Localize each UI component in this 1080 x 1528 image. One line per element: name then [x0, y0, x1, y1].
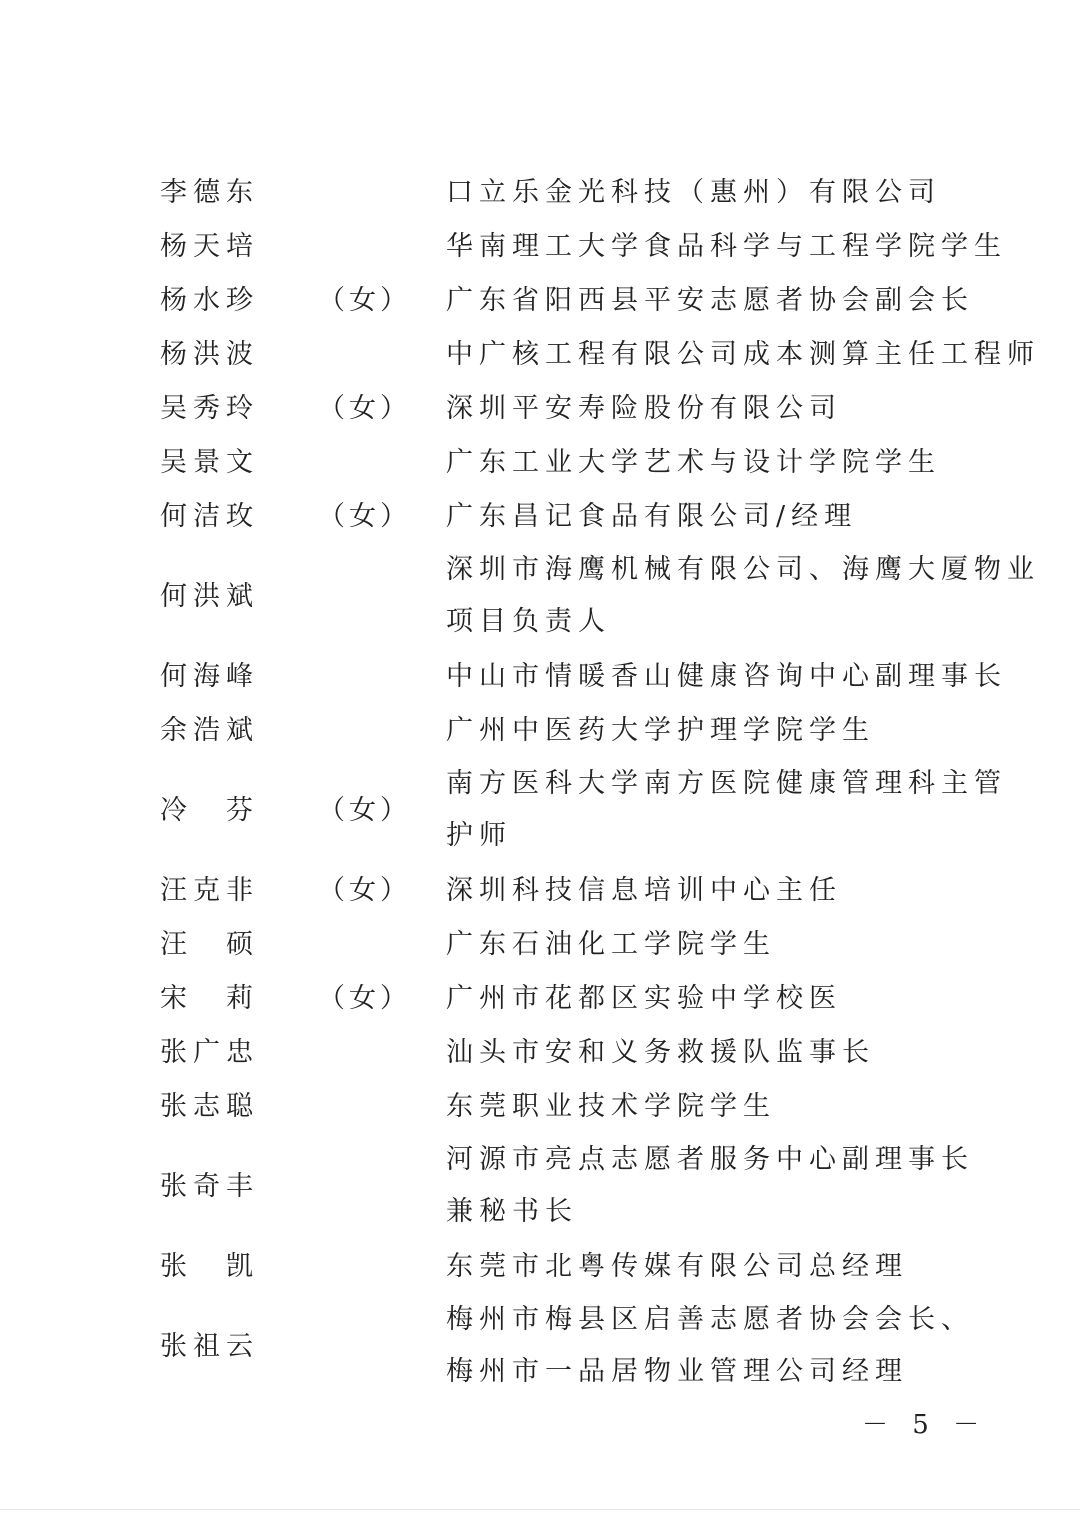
- list-item: [0, 544, 1080, 650]
- member-list: [0, 166, 1080, 1400]
- affiliation-line: 广州中医药大学护理学院学生: [446, 715, 875, 746]
- member-affiliation: [446, 1027, 875, 1079]
- member-name: 宋 莉: [160, 983, 259, 1014]
- member-affiliation: [446, 275, 974, 327]
- member-affiliation: [446, 1134, 974, 1238]
- list-item: [0, 758, 1080, 864]
- member-gender: （女）: [318, 393, 411, 424]
- affiliation-line: 深圳科技信息培训中心主任: [446, 875, 842, 906]
- list-item: [0, 704, 1080, 758]
- member-name: 余浩斌: [160, 715, 259, 746]
- list-item: [0, 220, 1080, 274]
- list-item: [0, 490, 1080, 544]
- list-item: [0, 1134, 1080, 1240]
- member-name: 张 凯: [160, 1251, 259, 1282]
- member-gender: （女）: [318, 285, 411, 316]
- member-name: 何洁玫: [160, 501, 259, 532]
- member-affiliation: [446, 437, 941, 489]
- member-affiliation: [446, 705, 875, 757]
- list-item: [0, 382, 1080, 436]
- affiliation-line: 护师: [446, 820, 512, 851]
- list-item: [0, 650, 1080, 704]
- member-name: 何海峰: [160, 661, 259, 692]
- affiliation-line: 深圳平安寿险股份有限公司: [446, 393, 842, 424]
- affiliation-line: 项目负责人: [446, 606, 611, 637]
- affiliation-line: 广州市花都区实验中学校医: [446, 983, 842, 1014]
- member-name: 张广忠: [160, 1037, 259, 1068]
- list-item: [0, 864, 1080, 918]
- list-item: [0, 1080, 1080, 1134]
- list-item: [0, 972, 1080, 1026]
- affiliation-line: 河源市亮点志愿者服务中心副理事长: [446, 1144, 974, 1175]
- member-affiliation: [446, 651, 1007, 703]
- member-affiliation: [446, 329, 1040, 381]
- affiliation-line: 广东工业大学艺术与设计学院学生: [446, 447, 941, 478]
- member-affiliation: [446, 919, 776, 971]
- member-name: 张志聪: [160, 1091, 259, 1122]
- member-affiliation: [446, 1241, 908, 1293]
- member-name: 汪 硕: [160, 929, 259, 960]
- member-affiliation: [446, 758, 1007, 862]
- list-item: [0, 436, 1080, 490]
- list-item: [0, 1240, 1080, 1294]
- list-item: [0, 166, 1080, 220]
- member-affiliation: [446, 1294, 974, 1398]
- member-affiliation: [446, 1081, 776, 1133]
- affiliation-line: 梅州市一品居物业管理公司经理: [446, 1356, 908, 1387]
- affiliation-line: 中山市情暖香山健康咨询中心副理事长: [446, 661, 1007, 692]
- member-name: 冷 芬: [160, 795, 259, 826]
- member-gender: （女）: [318, 875, 411, 906]
- member-name: 吴秀玲: [160, 393, 259, 424]
- page-number: － 5 －: [862, 1410, 988, 1440]
- member-affiliation: [446, 221, 1007, 273]
- member-name: 张奇丰: [160, 1171, 259, 1202]
- member-affiliation: [446, 544, 1040, 648]
- affiliation-line: 中广核工程有限公司成本测算主任工程师: [446, 339, 1040, 370]
- member-affiliation: [446, 491, 857, 543]
- affiliation-line: 汕头市安和义务救援队监事长: [446, 1037, 875, 1068]
- affiliation-line: 口立乐金光科技（惠州）有限公司: [446, 177, 941, 208]
- affiliation-line: 东莞职业技术学院学生: [446, 1091, 776, 1122]
- member-affiliation: [446, 973, 842, 1025]
- list-item: [0, 274, 1080, 328]
- member-name: 汪克非: [160, 875, 259, 906]
- member-affiliation: [446, 167, 941, 219]
- member-name: 何洪斌: [160, 581, 259, 612]
- affiliation-line: 兼秘书长: [446, 1196, 578, 1227]
- affiliation-line: 东莞市北粤传媒有限公司总经理: [446, 1251, 908, 1282]
- member-gender: （女）: [318, 501, 411, 532]
- affiliation-line: 广东昌记食品有限公司/经理: [446, 501, 858, 532]
- member-name: 张祖云: [160, 1331, 259, 1362]
- list-item: [0, 918, 1080, 972]
- affiliation-line: 南方医科大学南方医院健康管理科主管: [446, 768, 1007, 799]
- member-name: 吴景文: [160, 447, 259, 478]
- affiliation-line: 深圳市海鹰机械有限公司、海鹰大厦物业: [446, 554, 1040, 585]
- page-bottom-rule: [0, 1509, 1080, 1510]
- member-name: 李德东: [160, 177, 259, 208]
- member-gender: （女）: [318, 795, 411, 826]
- affiliation-line: 广东省阳西县平安志愿者协会副会长: [446, 285, 974, 316]
- affiliation-line: 广东石油化工学院学生: [446, 929, 776, 960]
- affiliation-line: 梅州市梅县区启善志愿者协会会长、: [446, 1304, 974, 1335]
- member-affiliation: [446, 865, 842, 917]
- list-item: [0, 1294, 1080, 1400]
- member-gender: （女）: [318, 983, 411, 1014]
- member-name: 杨水珍: [160, 285, 259, 316]
- member-name: 杨洪波: [160, 339, 259, 370]
- list-item: [0, 328, 1080, 382]
- list-item: [0, 1026, 1080, 1080]
- member-name: 杨天培: [160, 231, 259, 262]
- affiliation-line: 华南理工大学食品科学与工程学院学生: [446, 231, 1007, 262]
- member-affiliation: [446, 383, 842, 435]
